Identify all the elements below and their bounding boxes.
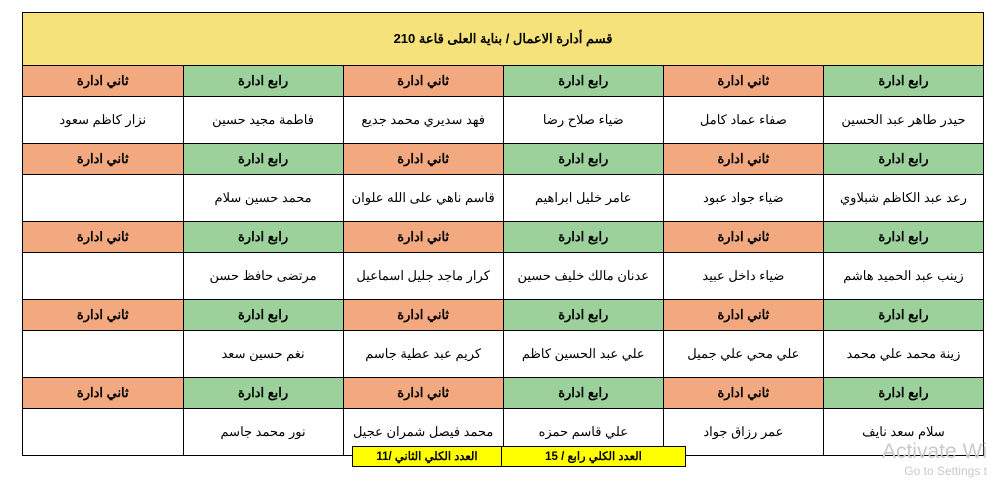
column-header: ثاني ادارة bbox=[343, 300, 503, 331]
table-header-row bbox=[23, 222, 984, 253]
column-header: رابع ادارة bbox=[503, 222, 663, 253]
column-header: ثاني ادارة bbox=[343, 222, 503, 253]
student-name-cell: نزار كاظم سعود bbox=[23, 97, 184, 144]
student-name-cell: مرتضى حافظ حسن bbox=[183, 253, 343, 300]
student-name-cell: زينب عبد الحميد هاشم bbox=[823, 253, 983, 300]
column-header: ثاني ادارة bbox=[23, 222, 184, 253]
student-name-cell: فاطمة مجيد حسين bbox=[183, 97, 343, 144]
column-header: ثاني ادارة bbox=[23, 378, 184, 409]
column-header: رابع ادارة bbox=[183, 222, 343, 253]
table-row bbox=[23, 331, 984, 378]
total-thani-badge: العدد الكلي الثاني /11 bbox=[352, 446, 502, 467]
table-row bbox=[23, 97, 984, 144]
column-header: ثاني ادارة bbox=[663, 378, 823, 409]
student-name-cell: ضياء جواد عبود bbox=[663, 175, 823, 222]
column-header: رابع ادارة bbox=[183, 144, 343, 175]
column-header: ثاني ادارة bbox=[663, 300, 823, 331]
student-name-cell bbox=[23, 331, 184, 378]
student-name-cell: سلام سعد نايف bbox=[823, 409, 983, 456]
student-name-cell: قاسم ناهي على الله علوان bbox=[343, 175, 503, 222]
student-name-cell: صفاء عماد كامل bbox=[663, 97, 823, 144]
column-header: ثاني ادارة bbox=[663, 222, 823, 253]
table-title-row bbox=[23, 13, 984, 66]
column-header: رابع ادارة bbox=[183, 300, 343, 331]
student-name-cell: فهد سديري محمد جديع bbox=[343, 97, 503, 144]
column-header: ثاني ادارة bbox=[23, 144, 184, 175]
table-row bbox=[23, 253, 984, 300]
student-name-cell: عمر رزاق جواد bbox=[663, 409, 823, 456]
student-name-cell: علي عبد الحسين كاظم bbox=[503, 331, 663, 378]
student-name-cell: محمد حسين سلام bbox=[183, 175, 343, 222]
column-header: رابع ادارة bbox=[823, 378, 983, 409]
student-name-cell: نغم حسين سعد bbox=[183, 331, 343, 378]
student-name-cell: رعد عبد الكاظم شبلاوي bbox=[823, 175, 983, 222]
student-name-cell: ضياء داخل عبيد bbox=[663, 253, 823, 300]
column-header: رابع ادارة bbox=[823, 144, 983, 175]
column-header: رابع ادارة bbox=[823, 300, 983, 331]
column-header: رابع ادارة bbox=[503, 378, 663, 409]
student-name-cell: نور محمد جاسم bbox=[183, 409, 343, 456]
page-title: قسم أدارة الاعمال / بناية العلى قاعة 210 bbox=[23, 13, 984, 66]
column-header: ثاني ادارة bbox=[343, 144, 503, 175]
column-header: ثاني ادارة bbox=[23, 66, 184, 97]
column-header: رابع ادارة bbox=[823, 66, 983, 97]
student-name-cell: كريم عبد عطية جاسم bbox=[343, 331, 503, 378]
column-header: رابع ادارة bbox=[503, 66, 663, 97]
student-name-cell bbox=[23, 175, 184, 222]
column-header: ثاني ادارة bbox=[663, 66, 823, 97]
column-header: رابع ادارة bbox=[503, 300, 663, 331]
column-header: ثاني ادارة bbox=[343, 378, 503, 409]
table-header-row bbox=[23, 378, 984, 409]
table-header-row bbox=[23, 300, 984, 331]
column-header: رابع ادارة bbox=[183, 378, 343, 409]
column-header: ثاني ادارة bbox=[663, 144, 823, 175]
watermark-line-2: Go to Settings t bbox=[904, 464, 987, 478]
column-header: رابع ادارة bbox=[503, 144, 663, 175]
totals-row bbox=[22, 446, 984, 470]
student-name-cell: ضياء صلاح رضا bbox=[503, 97, 663, 144]
total-rabea-badge: العدد الكلي رابع / 15 bbox=[501, 446, 686, 467]
student-name-cell: محمد فيصل شمران عجيل bbox=[343, 409, 503, 456]
table-row bbox=[23, 175, 984, 222]
attendance-table bbox=[22, 12, 984, 456]
student-name-cell: زينة محمد علي محمد bbox=[823, 331, 983, 378]
watermark-line-1: Activate Wi bbox=[881, 440, 987, 463]
table-header-row bbox=[23, 144, 984, 175]
column-header: ثاني ادارة bbox=[23, 300, 184, 331]
column-header: رابع ادارة bbox=[823, 222, 983, 253]
student-name-cell: حيدر طاهر عبد الحسين bbox=[823, 97, 983, 144]
activate-windows-watermark bbox=[882, 440, 987, 478]
student-name-cell: علي قاسم حمزه bbox=[503, 409, 663, 456]
column-header: ثاني ادارة bbox=[343, 66, 503, 97]
student-name-cell: كرار ماجد جليل اسماعيل bbox=[343, 253, 503, 300]
table-header-row bbox=[23, 66, 984, 97]
student-name-cell: علي محي علي جميل bbox=[663, 331, 823, 378]
column-header: رابع ادارة bbox=[183, 66, 343, 97]
student-name-cell: عدنان مالك خليف حسين bbox=[503, 253, 663, 300]
student-name-cell bbox=[23, 253, 184, 300]
student-name-cell: عامر خليل ابراهيم bbox=[503, 175, 663, 222]
